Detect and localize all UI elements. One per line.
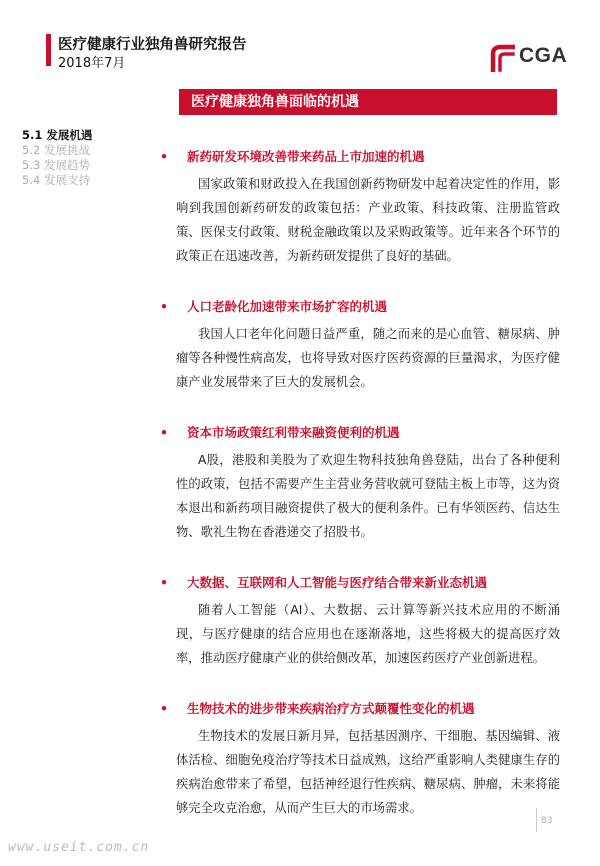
- opportunity-title-row: [160, 148, 560, 166]
- opportunity-item: [160, 700, 560, 820]
- bullet-icon: •: [160, 149, 168, 164]
- toc-item-challenges[interactable]: 5.2 发展挑战: [22, 143, 90, 157]
- opportunity-title-row: [160, 574, 560, 592]
- opportunity-body: A股，港股和美股为了欢迎生物科技独角兽登陆，出台了各种便利性的政策，包括不需要产生主营业务营收就可登陆主板上市等，这为资本退出和新药项目融资提供了极大的便利条件。已有华领医药、信达生物、歌礼生物在香港递交了招股书。: [176, 453, 560, 539]
- opportunity-title-row: [160, 424, 560, 442]
- toc-item-trends[interactable]: 5.3 发展趋势: [22, 158, 90, 172]
- page-number: 83: [541, 816, 553, 826]
- opportunity-item: [160, 574, 560, 670]
- table-of-contents: [22, 128, 92, 188]
- opportunity-item: [160, 298, 560, 394]
- opportunity-body: 国家政策和财政投入在我国创新药物研发中起着决定性的作用，影响到我国创新药研发的政策包括：产业政策、科技政策、注册监管政策、医保支付政策、财税金融政策以及采购政策等。近年来各个环节的政策正在迅速改善，为新药研发提供了良好的基础。: [176, 177, 560, 263]
- bullet-icon: •: [160, 575, 168, 590]
- opportunity-body: 我国人口老年化问题日益严重，随之而来的是心血管、糖尿病、肿瘤等各种慢性病高发，也将导致对医疗医药资源的巨量渴求，为医疗健康产业发展带来了巨大的发展机会。: [176, 327, 560, 389]
- bullet-icon: •: [160, 425, 168, 440]
- opportunity-body: 随着人工智能（AI）、大数据、云计算等新兴技术应用的不断涌现，与医疗健康的结合应用也在逐渐落地，这些将极大的提高医疗效率，推动医疗健康产业的供给侧改革，加速医药医疗产业创新进程。: [176, 603, 560, 665]
- footer-divider: [536, 808, 537, 832]
- toc-item-opportunities[interactable]: 5.1 发展机遇: [22, 128, 93, 142]
- toc-item-support[interactable]: 5.4 发展支持: [22, 173, 90, 187]
- report-date: 2018年7月: [58, 56, 126, 71]
- cga-logo-icon: [489, 44, 515, 72]
- bullet-icon: •: [160, 299, 168, 314]
- opportunity-title: 生物技术的进步带来疾病治疗方式颠覆性变化的机遇: [187, 701, 475, 716]
- opportunity-item: [160, 424, 560, 544]
- cga-logo: [489, 44, 575, 72]
- opportunities-list: [160, 148, 560, 850]
- opportunity-title: 人口老龄化加速带来市场扩容的机遇: [187, 299, 388, 314]
- report-title: 医疗健康行业独角兽研究报告: [58, 37, 247, 53]
- opportunity-item: [160, 148, 560, 268]
- bullet-icon: •: [160, 701, 168, 716]
- cga-logo-text: CGA: [519, 44, 568, 67]
- opportunity-title: 资本市场政策红利带来融资便利的机遇: [187, 425, 400, 440]
- opportunity-title: 大数据、互联网和人工智能与医疗结合带来新业态机遇: [187, 575, 488, 590]
- section-title: 医疗健康独角兽面临的机遇: [179, 89, 557, 115]
- header-accent-bar: [46, 34, 51, 66]
- opportunity-title-row: [160, 298, 560, 316]
- opportunity-body: 生物技术的发展日新月异，包括基因测序、干细胞、基因编辑、液体活检、细胞免疫治疗等技术日益成熟，这给严重影响人类健康生存的疾病治愈带来了希望，包括神经退行性疾病、糖尿病、肿瘤，未来将能够完全攻克治愈，从而产生巨大的市场需求。: [176, 729, 560, 815]
- opportunity-title-row: [160, 700, 560, 718]
- watermark: www.useit.com.cn: [8, 840, 150, 855]
- opportunity-title: 新药研发环境改善带来药品上市加速的机遇: [187, 149, 425, 164]
